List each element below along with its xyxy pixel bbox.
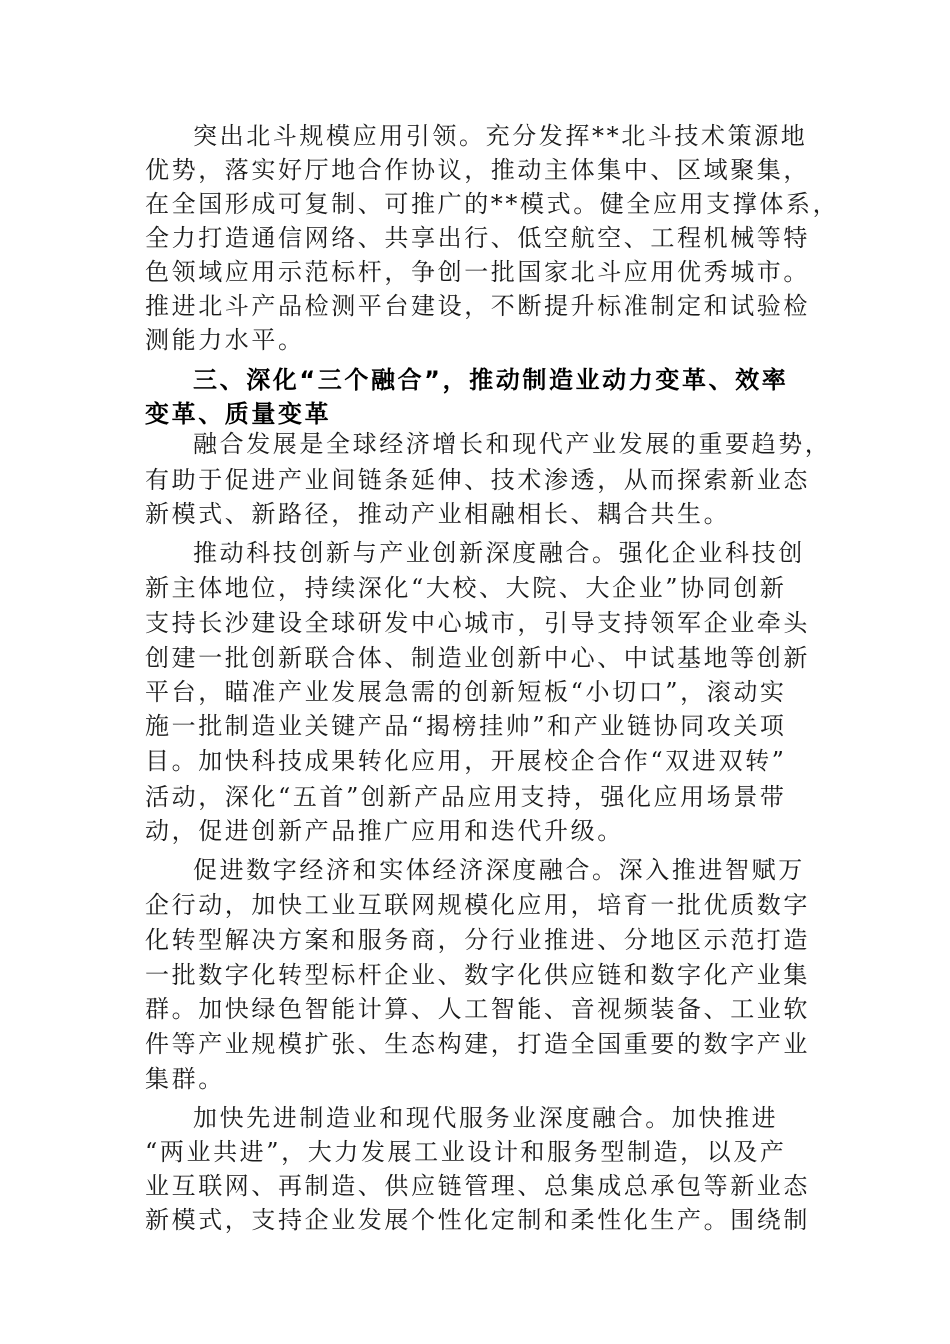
paragraph-line: 突出北斗规模应用引领。充分发挥**北斗技术策源地 <box>193 122 808 150</box>
section-heading: 变革、质量变革 <box>145 400 332 428</box>
paragraph-line: 新模式，支持企业发展个性化定制和柔性化生产。围绕制 <box>145 1206 810 1234</box>
paragraph-line: 化转型解决方案和服务商，分行业推进、分地区示范打造 <box>145 926 810 954</box>
paragraph-line: 加快先进制造业和现代服务业深度融合。加快推进 <box>193 1104 779 1132</box>
paragraph-line: 支持长沙建设全球研发中心城市，引导支持领军企业牵头 <box>145 609 810 637</box>
paragraph-line: 业互联网、再制造、供应链管理、总集成总承包等新业态 <box>145 1172 810 1200</box>
paragraph-line: 新模式、新路径，推动产业相融相长、耦合共生。 <box>145 500 731 528</box>
paragraph-line: 平台，瞄准产业发展急需的创新短板“小切口”，滚动实 <box>145 678 787 706</box>
paragraph-line: 融合发展是全球经济增长和现代产业发展的重要趋势， <box>193 430 832 458</box>
section-heading: 三、深化“三个融合”，推动制造业动力变革、效率 <box>193 366 789 394</box>
paragraph-line: 新主体地位，持续深化“大校、大院、大企业”协同创新 <box>145 574 787 602</box>
paragraph-line: 一批数字化转型标杆企业、数字化供应链和数字化产业集 <box>145 961 810 989</box>
paragraph-line: 色领域应用示范标杆，争创一批国家北斗应用优秀城市。 <box>145 258 810 286</box>
paragraph-line: 施一批制造业关键产品“揭榜挂帅”和产业链协同攻关项 <box>145 712 787 740</box>
paragraph-line: 活动，深化“五首”创新产品应用支持，强化应用场景带 <box>145 783 787 811</box>
paragraph-line: 创建一批创新联合体、制造业创新中心、中试基地等创新 <box>145 644 810 672</box>
paragraph-line: 推动科技创新与产业创新深度融合。强化企业科技创 <box>193 539 805 567</box>
paragraph-line: 推进北斗产品检测平台建设，不断提升标准制定和试验检 <box>145 292 810 320</box>
paragraph-line: 动，促进创新产品推广应用和迭代升级。 <box>145 817 624 845</box>
paragraph-line: 有助于促进产业间链条延伸、技术渗透，从而探索新业态 <box>145 466 810 494</box>
paragraph-line: 企行动，加快工业互联网规模化应用，培育一批优质数字 <box>145 891 810 919</box>
paragraph-line: 促进数字经济和实体经济深度融合。深入推进智赋万 <box>193 856 805 884</box>
paragraph-line: 集群。 <box>145 1065 225 1093</box>
paragraph-line: “两业共进”，大力发展工业设计和服务型制造，以及产 <box>145 1138 787 1166</box>
paragraph-line: 件等产业规模扩张、生态构建，打造全国重要的数字产业 <box>145 1030 810 1058</box>
paragraph-line: 群。加快绿色智能计算、人工智能、音视频装备、工业软 <box>145 995 810 1023</box>
paragraph-line: 全力打造通信网络、共享出行、低空航空、工程机械等特 <box>145 224 810 252</box>
paragraph-line: 测能力水平。 <box>145 326 305 354</box>
paragraph-line: 目。加快科技成果转化应用，开展校企合作“双进双转” <box>145 747 787 775</box>
paragraph-line: 优势，落实好厅地合作协议，推动主体集中、区域聚集， <box>145 156 810 184</box>
paragraph-line: 在全国形成可复制、可推广的**模式。健全应用支撑体系， <box>145 190 840 218</box>
